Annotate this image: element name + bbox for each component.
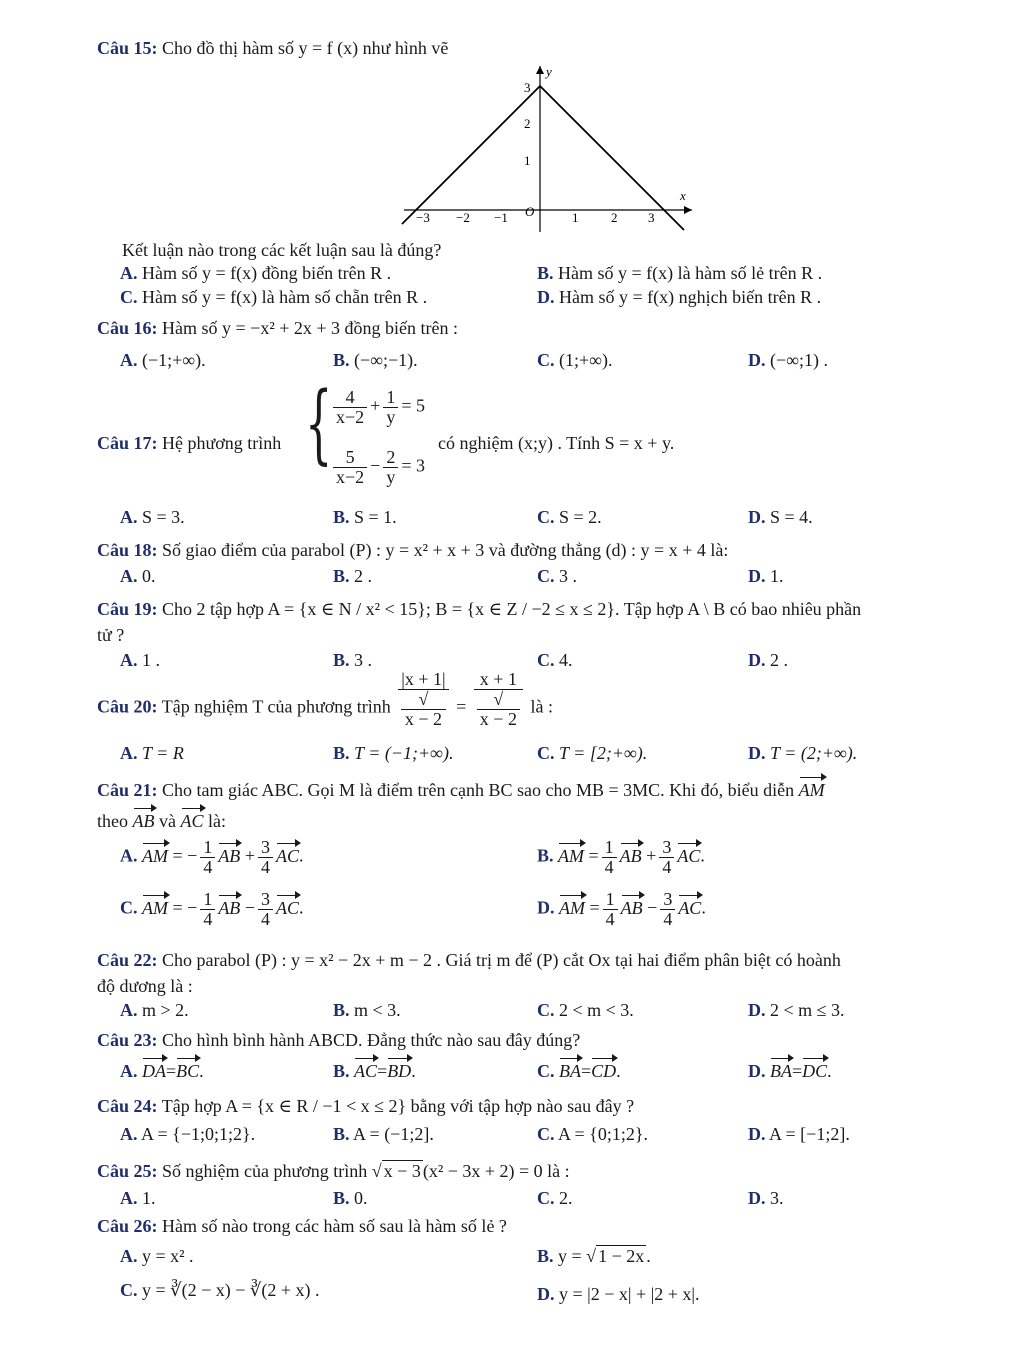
question-22-label: Câu 22: bbox=[97, 950, 158, 970]
question-19-option-a[interactable]: A. 1 . bbox=[120, 650, 160, 670]
question-20-option-c[interactable]: C. T = [2;+∞). bbox=[537, 743, 648, 763]
question-23-option-d[interactable]: D. BA=DC. bbox=[748, 1061, 832, 1081]
question-22-option-b[interactable]: B. m < 3. bbox=[333, 1000, 401, 1020]
question-15-option-a[interactable]: A. Hàm số y = f(x) đồng biến trên R . bbox=[120, 263, 392, 283]
question-21-option-c[interactable]: C. AM = − $\frac{1}{4}$ AB − $\frac{3}{4}$ AC. bbox=[120, 889, 304, 929]
question-16-option-b[interactable]: B. (−∞;−1). bbox=[333, 350, 418, 370]
graph-left-branch bbox=[402, 86, 540, 224]
question-20-option-d[interactable]: D. T = (2;+∞). bbox=[748, 743, 858, 763]
question-16-option-a[interactable]: A. (−1;+∞). bbox=[120, 350, 206, 370]
question-16-text: Hàm số y = −x² + 2x + 3 đồng biến trên : bbox=[162, 318, 458, 338]
question-24-text: Tập hợp A = {x ∈ R / −1 < x ≤ 2} bằng với tập hợp nào sau đây ? bbox=[161, 1096, 635, 1116]
question-18-option-c[interactable]: C. 3 . bbox=[537, 566, 577, 586]
system-brace: { bbox=[305, 374, 333, 474]
question-23-label: Câu 23: bbox=[97, 1030, 158, 1050]
y-tick-2: 2 bbox=[524, 116, 531, 131]
question-22-option-c[interactable]: C. 2 < m < 3. bbox=[537, 1000, 634, 1020]
question-22-text-cont: độ dương là : bbox=[97, 976, 193, 996]
question-17-option-d[interactable]: D. S = 4. bbox=[748, 507, 813, 527]
question-24-label: Câu 24: bbox=[97, 1096, 158, 1116]
question-15-prompt: Kết luận nào trong các kết luận sau là đúng? bbox=[122, 240, 442, 260]
question-19 bbox=[97, 599, 861, 620]
question-22-option-a[interactable]: A. m > 2. bbox=[120, 1000, 189, 1020]
question-22-text: Cho parabol (P) : y = x² − 2x + m − 2 . Giá trị m để (P) cắt Ox tại hai điểm phân biệt có hoành bbox=[162, 950, 841, 970]
question-25-text-before: Số nghiệm của phương trình bbox=[162, 1161, 368, 1181]
question-15-option-c[interactable]: C. Hàm số y = f(x) là hàm số chẵn trên R . bbox=[120, 287, 428, 307]
question-24-option-d[interactable]: D. A = [−1;2]. bbox=[748, 1124, 850, 1144]
y-tick-3: 3 bbox=[524, 80, 531, 95]
question-15-option-b[interactable]: B. Hàm số y = f(x) là hàm số lẻ trên R . bbox=[537, 263, 823, 283]
question-17-option-a[interactable]: A. S = 3. bbox=[120, 507, 185, 527]
question-26-text: Hàm số nào trong các hàm số sau là hàm số lẻ ? bbox=[162, 1216, 507, 1236]
question-21-option-a[interactable]: A. AM = − $\frac{1}{4}$ AB + $\frac{3}{4}$ AC. bbox=[120, 837, 304, 877]
question-18-label: Câu 18: bbox=[97, 540, 158, 560]
question-16-option-d[interactable]: D. (−∞;1) . bbox=[748, 350, 828, 370]
system-equation-1: $\frac{4}{x-2}$ + $\frac{1}{y}$ = 5 bbox=[330, 388, 425, 427]
question-24 bbox=[97, 1096, 634, 1117]
question-24-option-b[interactable]: B. A = (−1;2]. bbox=[333, 1124, 434, 1144]
function-graph bbox=[398, 62, 698, 234]
x-tick-3: 3 bbox=[648, 210, 655, 225]
y-axis-arrow bbox=[536, 66, 544, 74]
question-25-text-after: (x² − 3x + 2) = 0 là : bbox=[422, 1161, 570, 1181]
question-26-option-a[interactable]: A. y = x² . bbox=[120, 1246, 194, 1266]
question-23 bbox=[97, 1030, 580, 1051]
equation-left-fraction: |x + 1| √ x − 2 bbox=[398, 670, 448, 729]
question-21-text: Cho tam giác ABC. Gọi M là điểm trên cạnh BC sao cho MB = 3MC. Khi đó, biểu diễn bbox=[162, 780, 795, 800]
question-20-option-a[interactable]: A. T = R bbox=[120, 743, 184, 763]
question-20-label: Câu 20: bbox=[97, 696, 158, 717]
x-axis-arrow bbox=[684, 206, 692, 214]
question-17-option-c[interactable]: C. S = 2. bbox=[537, 507, 602, 527]
question-16 bbox=[97, 318, 458, 339]
question-24-option-c[interactable]: C. A = {0;1;2}. bbox=[537, 1124, 648, 1144]
question-26-label: Câu 26: bbox=[97, 1216, 158, 1236]
question-26-option-d[interactable]: D. y = |2 − x| + |2 + x|. bbox=[537, 1284, 700, 1304]
graph-right-branch bbox=[540, 86, 684, 230]
question-22 bbox=[97, 950, 841, 971]
question-18-option-d[interactable]: D. 1. bbox=[748, 566, 784, 586]
y-tick-labels bbox=[524, 80, 531, 168]
question-22-option-d[interactable]: D. 2 < m ≤ 3. bbox=[748, 1000, 845, 1020]
question-19-option-c[interactable]: C. 4. bbox=[537, 650, 573, 670]
question-25-option-b[interactable]: B. 0. bbox=[333, 1188, 368, 1208]
question-19-option-d[interactable]: D. 2 . bbox=[748, 650, 788, 670]
question-15-text: Cho đồ thị hàm số y = f (x) như hình vẽ bbox=[162, 38, 449, 58]
question-15 bbox=[97, 38, 448, 59]
question-18 bbox=[97, 540, 728, 561]
question-18-text: Số giao điểm của parabol (P) : y = x² + x + 3 và đường thẳng (d) : y = x + 4 là: bbox=[162, 540, 729, 560]
origin-label: O bbox=[525, 204, 535, 219]
question-19-option-b[interactable]: B. 3 . bbox=[333, 650, 373, 670]
question-21 bbox=[97, 780, 825, 801]
x-tick-2: 2 bbox=[611, 210, 618, 225]
question-20-text-before: Tập nghiệm T của phương trình bbox=[161, 696, 391, 717]
question-26-option-c[interactable]: C. y = ∛(2 − x) − ∛(2 + x) . bbox=[120, 1280, 320, 1300]
question-20: Câu 20: Tập nghiệm T của phương trình |x + 1| √ x − 2 = x + 1 √ x − 2 là : bbox=[97, 669, 553, 729]
question-19-text-cont: tử ? bbox=[97, 625, 125, 645]
equation-right-fraction: x + 1 √ x − 2 bbox=[474, 670, 523, 729]
question-25-option-c[interactable]: C. 2. bbox=[537, 1188, 573, 1208]
question-25: Câu 25: Số nghiệm của phương trình √ x − 3 (x² − 3x + 2) = 0 là : bbox=[97, 1161, 570, 1181]
system-equation-2: $\frac{5}{x-2}$ − $\frac{2}{y}$ = 3 bbox=[330, 448, 425, 487]
question-25-label: Câu 25: bbox=[97, 1161, 158, 1181]
question-18-option-a[interactable]: A. 0. bbox=[120, 566, 156, 586]
question-16-label: Câu 16: bbox=[97, 318, 158, 338]
x-tick-1: 1 bbox=[572, 210, 579, 225]
vector-am: AM bbox=[798, 780, 825, 800]
question-19-text: Cho 2 tập hợp A = {x ∈ N / x² < 15}; B = {x ∈ Z / −2 ≤ x ≤ 2}. Tập hợp A \ B có bao nhiêu phần bbox=[162, 599, 862, 619]
y-tick-1: 1 bbox=[524, 153, 531, 168]
question-15-label: Câu 15: bbox=[97, 38, 158, 58]
question-17-label: Câu 17: bbox=[97, 433, 158, 453]
question-26 bbox=[97, 1216, 507, 1237]
x-tick-labels bbox=[416, 210, 655, 225]
question-21-label: Câu 21: bbox=[97, 780, 158, 800]
question-17-option-b[interactable]: B. S = 1. bbox=[333, 507, 397, 527]
question-23-option-a[interactable]: A. DA=BC. bbox=[120, 1061, 204, 1081]
question-21-option-b[interactable]: B. AM = $\frac{1}{4}$ AB + $\frac{3}{4}$ AC. bbox=[537, 837, 705, 877]
question-21-text-cont: theo AB và AC là: bbox=[97, 811, 227, 831]
question-25-option-d[interactable]: D. 3. bbox=[748, 1188, 784, 1208]
x-tick-neg2: −2 bbox=[456, 210, 470, 225]
question-23-option-b[interactable]: B. AC=BD. bbox=[333, 1061, 416, 1081]
question-16-option-c[interactable]: C. (1;+∞). bbox=[537, 350, 613, 370]
question-26-option-b[interactable]: B. y = √ 1 − 2x . bbox=[537, 1246, 651, 1266]
question-17-text-before: Hệ phương trình bbox=[162, 433, 282, 453]
question-21-option-d[interactable]: D. AM = $\frac{1}{4}$ AB − $\frac{3}{4}$ AC. bbox=[537, 889, 706, 929]
x-axis-label: x bbox=[680, 188, 686, 203]
question-17-text-after: có nghiệm (x;y) . Tính S = x + y. bbox=[438, 433, 675, 453]
question-24-option-a[interactable]: A. A = {−1;0;1;2}. bbox=[120, 1124, 256, 1144]
question-25-option-a[interactable]: A. 1. bbox=[120, 1188, 156, 1208]
question-20-option-b[interactable]: B. T = (−1;+∞). bbox=[333, 743, 454, 763]
x-tick-neg1: −1 bbox=[494, 210, 508, 225]
question-15-option-d[interactable]: D. Hàm số y = f(x) nghịch biến trên R . bbox=[537, 287, 822, 307]
question-19-label: Câu 19: bbox=[97, 599, 158, 619]
question-20-text-after: là : bbox=[530, 696, 553, 717]
question-17-intro bbox=[97, 433, 281, 454]
question-23-text: Cho hình bình hành ABCD. Đẳng thức nào sau đây đúng? bbox=[162, 1030, 581, 1050]
question-23-option-c[interactable]: C. BA=CD. bbox=[537, 1061, 621, 1081]
question-25-radicand: x − 3 bbox=[383, 1161, 421, 1181]
y-axis-label: y bbox=[546, 64, 552, 79]
question-18-option-b[interactable]: B. 2 . bbox=[333, 566, 373, 586]
x-tick-neg3: −3 bbox=[416, 210, 430, 225]
